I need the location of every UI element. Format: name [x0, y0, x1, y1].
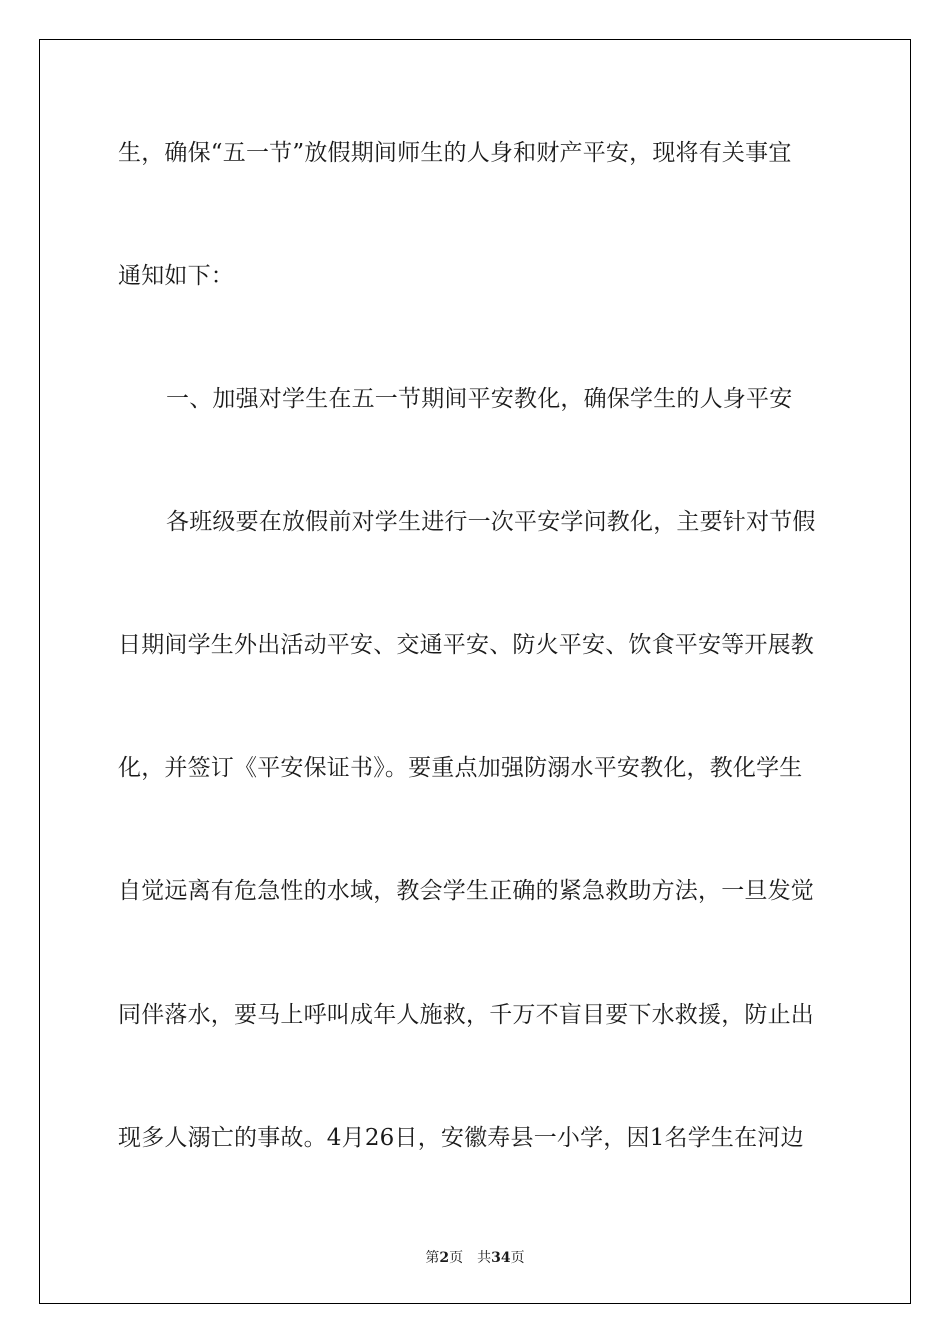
page-number: 2	[439, 1250, 450, 1266]
section-heading: 一、加强对学生在五一节期间平安教化，确保学生的人身平安	[166, 386, 793, 412]
document-page	[39, 39, 911, 1304]
total-prefix: 共	[477, 1250, 492, 1266]
text-line-5: 日期间学生外出活动平安、交通平安、防火平安、饮食平安等开展教	[118, 632, 814, 658]
text-line-2: 通知如下：	[118, 263, 234, 289]
text-line-7: 自觉远离有危急性的水域，教会学生正确的紧急救助方法，一旦发觉	[118, 878, 814, 904]
text-line-4: 各班级要在放假前对学生进行一次平安学问教化，主要针对节假	[166, 509, 816, 535]
text-line-6: 化，并签订《平安保证书》。要重点加强防溺水平安教化，教化学生	[118, 755, 803, 781]
page-prefix: 第	[425, 1250, 440, 1266]
total-suffix: 页	[510, 1250, 525, 1266]
total-pages: 34	[491, 1250, 511, 1266]
page-suffix: 页	[449, 1250, 464, 1266]
text-line-1: 生，确保“五一节”放假期间师生的人身和财产平安，现将有关事宜	[118, 140, 792, 166]
text-line-8: 同伴落水，要马上呼叫成年人施救，千万不盲目要下水救援，防止出	[118, 1002, 814, 1028]
page-footer	[40, 1247, 910, 1267]
text-line-9: 现多人溺亡的事故。4月26日，安徽寿县一小学，因1名学生在河边	[118, 1125, 804, 1151]
